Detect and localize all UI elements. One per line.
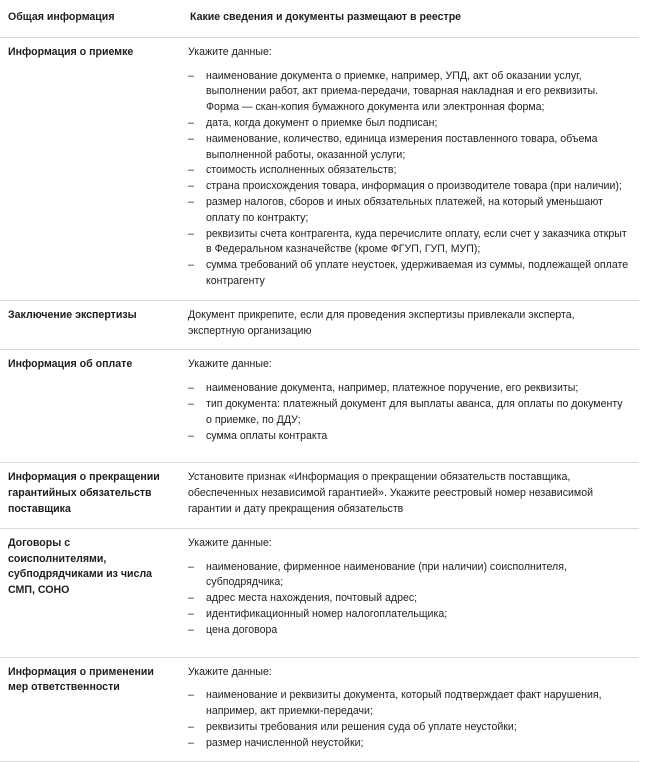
- table-header-row: [0, 0, 639, 37]
- column-header-general-info: Общая информация: [0, 0, 182, 37]
- requirements-list: [188, 69, 631, 290]
- requirements-list: [188, 560, 631, 639]
- list-item: – реквизиты счета контрагента, куда перечислите оплату, если счет у заказчика открыт в Федеральном казначействе (кроме ФГУП, ГУП, МУП);: [188, 227, 631, 259]
- list-item: – идентификационный номер налогоплательщика;: [188, 607, 631, 623]
- row-content: [182, 37, 639, 300]
- list-item: – цена договора: [188, 623, 631, 639]
- row-content: [182, 350, 639, 463]
- row-label: Заключение экспертизы: [0, 300, 182, 350]
- row-intro: Укажите данные:: [188, 358, 272, 371]
- list-item: – сумма оплаты контракта: [188, 429, 631, 445]
- row-content: [182, 657, 639, 762]
- row-intro: Укажите данные:: [188, 665, 272, 678]
- row-intro: Укажите данные:: [188, 45, 272, 58]
- list-item: – размер начисленной неустойки;: [188, 736, 631, 752]
- list-item: – наименование и реквизиты документа, который подтверждает факт нарушения, например, акт приемки-передачи;: [188, 688, 631, 720]
- list-item: – наименование, количество, единица измерения поставленного товара, объема выполненной работы, оказанной услуги;: [188, 132, 631, 164]
- row-label: Договоры с соисполнителями, субподрядчиками из числа СМП, СОНО: [0, 528, 182, 657]
- table-row: [0, 463, 639, 528]
- list-item: – страна происхождения товара, информация о производителе товара (при наличии);: [188, 179, 631, 195]
- requirements-list: [188, 381, 631, 444]
- list-item: – дата, когда документ о приемке был подписан;: [188, 116, 631, 132]
- row-content: Документ прикрепите, если для проведения экспертизы привлекали эксперта, экспертную организацию: [182, 300, 639, 350]
- row-content: Установите признак «Информация о прекращении обязательств поставщика, обеспеченных независимой гарантией». Укажите реестровый номер независимой гарантии и дату прекращения обязательств: [182, 463, 639, 528]
- list-item: – наименование документа о приемке, например, УПД, акт об оказании услуг, выполнении работ, акт приема-передачи, товарная накладная и его реквизиты. Форма — скан-копия бумажного документа или электронная форма;: [188, 69, 631, 116]
- table-row: [0, 657, 639, 762]
- requirements-list: [188, 688, 631, 751]
- table-row: [0, 300, 639, 350]
- row-label: Информация об оплате: [0, 350, 182, 463]
- row-content: [182, 528, 639, 657]
- list-item: – тип документа: платежный документ для выплаты аванса, для оплаты по документу о приемке, по ДДУ;: [188, 397, 631, 429]
- row-intro: Укажите данные:: [188, 536, 272, 549]
- row-label: Информация о приемке: [0, 37, 182, 300]
- list-item: – адрес места нахождения, почтовый адрес;: [188, 591, 631, 607]
- list-item: – стоимость исполненных обязательств;: [188, 163, 631, 179]
- list-item: – наименование документа, например, платежное поручение, его реквизиты;: [188, 381, 631, 397]
- table-row: [0, 528, 639, 657]
- list-item: – размер налогов, сборов и иных обязательных платежей, на который уменьшают оплату по контракту;: [188, 195, 631, 227]
- row-label: Информация о прекращении гарантийных обязательств поставщика: [0, 463, 182, 528]
- list-item: – реквизиты требования или решения суда об уплате неустойки;: [188, 720, 631, 736]
- list-item: – наименование, фирменное наименование (при наличии) соисполнителя, субподрядчика;: [188, 560, 631, 592]
- column-header-documents: Какие сведения и документы размещают в реестре: [182, 0, 639, 37]
- list-item: – сумма требований об уплате неустоек, удерживаемая из суммы, подлежащей оплате контрагенту: [188, 258, 631, 290]
- row-label: Информация о применении мер ответственности: [0, 657, 182, 762]
- table-row: [0, 37, 639, 300]
- table-row: [0, 350, 639, 463]
